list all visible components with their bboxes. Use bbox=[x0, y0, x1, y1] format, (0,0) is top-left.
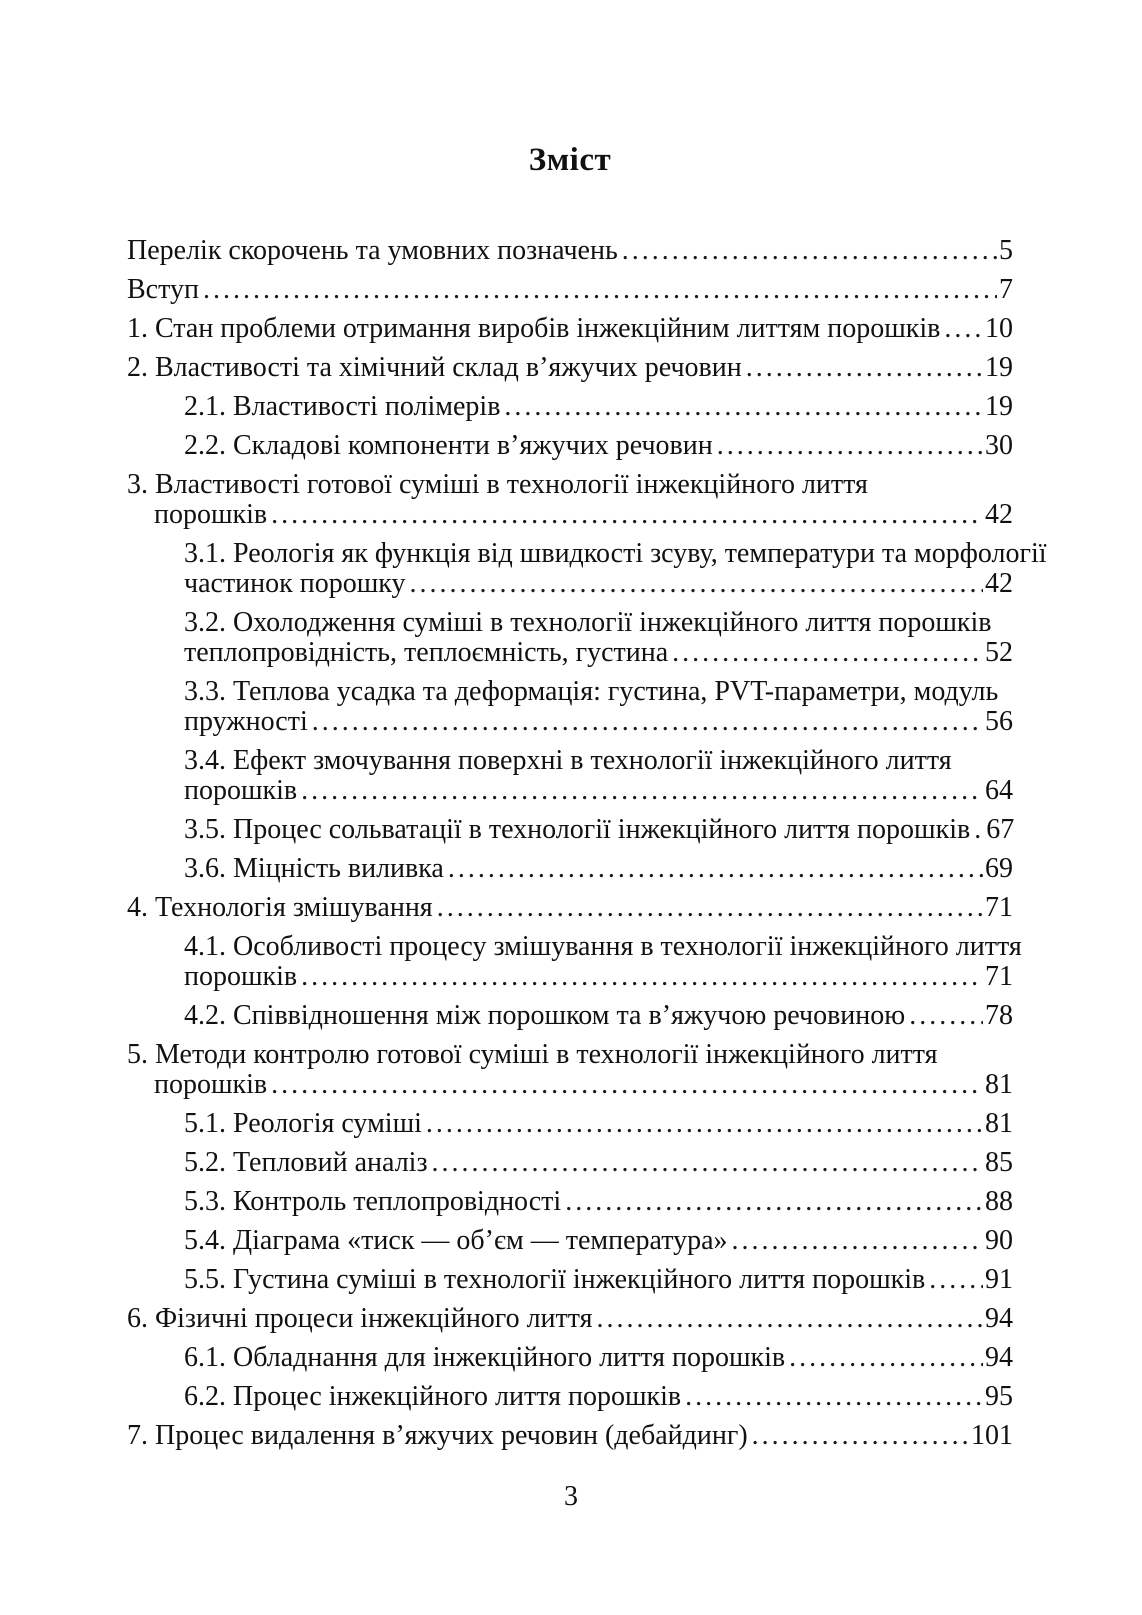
toc-entry-text: 1. Стан проблеми отримання виробів інжекційним литтям порошків bbox=[127, 313, 941, 344]
toc-entry-line bbox=[127, 854, 1013, 884]
toc-entry bbox=[127, 1040, 1013, 1100]
toc-page-number: 52 bbox=[985, 637, 1013, 668]
dot-leader bbox=[199, 275, 997, 305]
toc-entry bbox=[127, 815, 1013, 845]
toc-entry-line bbox=[127, 746, 1013, 776]
toc-page-number: 19 bbox=[985, 391, 1013, 422]
toc-entry-line bbox=[127, 236, 1013, 266]
toc-entry-line bbox=[127, 931, 1022, 962]
toc-entry bbox=[127, 677, 1013, 737]
toc-entry-line bbox=[127, 1070, 1013, 1100]
toc-entry-line bbox=[127, 707, 1013, 737]
toc-page-number: 71 bbox=[985, 892, 1013, 923]
dot-leader bbox=[500, 392, 983, 422]
toc-page-number: 5 bbox=[999, 235, 1013, 266]
toc-entry-text: 5.5. Густина суміші в технології інжекційного лиття порошків bbox=[184, 1264, 926, 1295]
toc-page-number: 95 bbox=[985, 1381, 1013, 1412]
toc-entry-line bbox=[127, 1382, 1013, 1412]
toc-entry-line bbox=[127, 677, 1013, 707]
toc-entry-text: 4. Технологія змішування bbox=[127, 892, 433, 923]
toc-entry-line bbox=[127, 392, 1013, 422]
toc-entry-line bbox=[127, 1265, 1013, 1295]
toc-entry-line bbox=[127, 538, 1047, 569]
toc-entry bbox=[127, 854, 1013, 884]
dot-leader bbox=[422, 1109, 983, 1139]
toc-entry-text: 2. Властивості та хімічний склад в’яжучих речовин bbox=[127, 352, 742, 383]
toc-entry bbox=[127, 470, 1013, 530]
toc-entry bbox=[127, 1148, 1013, 1178]
toc-entry-text: 2.1. Властивості полімерів bbox=[184, 391, 501, 422]
toc-entry-line bbox=[127, 500, 1013, 530]
dot-leader bbox=[444, 854, 983, 884]
toc-page-number: 81 bbox=[985, 1069, 1013, 1100]
toc-entry-text: 5.4. Діаграма «тиск — об’єм — температура» bbox=[184, 1225, 728, 1256]
toc-entry-text: пружності bbox=[184, 706, 308, 737]
toc-entry-text: 4.2. Співвідношення між порошком та в’яжучою речовиною bbox=[184, 1000, 906, 1031]
toc-entry-line bbox=[127, 569, 1013, 599]
toc-entry-text: 3. Властивості готової суміші в технології інжекційного лиття bbox=[127, 469, 868, 500]
toc-page-number: 85 bbox=[985, 1147, 1013, 1178]
toc-entry-text: 5.3. Контроль теплопровідності bbox=[184, 1186, 562, 1217]
toc-entry bbox=[127, 746, 1013, 806]
toc-entry bbox=[127, 1265, 1013, 1295]
toc-entry bbox=[127, 931, 1022, 992]
toc-entry-text: 6. Фізичні процеси інжекційного лиття bbox=[127, 1303, 593, 1334]
toc-entry bbox=[127, 392, 1013, 422]
toc-entry-text: частинок порошку bbox=[184, 568, 406, 599]
toc-entry-text: 3.3. Теплова усадка та деформація: густина, PVT-параметри, модуль bbox=[184, 676, 999, 707]
toc-entry-text: Вступ bbox=[127, 274, 199, 305]
toc-entry-text: порошків bbox=[154, 499, 268, 530]
toc-page-number: 94 bbox=[985, 1303, 1013, 1334]
toc-entry-line bbox=[127, 962, 1013, 992]
toc-page-number: 101 bbox=[971, 1420, 1013, 1451]
dot-leader bbox=[406, 569, 984, 599]
dot-leader bbox=[713, 431, 983, 461]
toc-page-number: 90 bbox=[985, 1225, 1013, 1256]
dot-leader bbox=[267, 1070, 983, 1100]
toc-page-number: 30 bbox=[985, 430, 1013, 461]
toc-entry-text: 2.2. Складові компоненти в’яжучих речовин bbox=[184, 430, 713, 461]
toc-entry-text: теплопровідність, теплоємність, густина bbox=[184, 637, 669, 668]
dot-leader bbox=[742, 353, 983, 383]
dot-leader bbox=[433, 893, 983, 923]
toc-entry-text: 6.1. Обладнання для інжекційного лиття порошків bbox=[184, 1342, 786, 1373]
toc-entry-line bbox=[127, 1421, 1013, 1451]
toc-entry-line bbox=[127, 1001, 1013, 1031]
dot-leader bbox=[785, 1343, 983, 1373]
toc-entry bbox=[127, 1001, 1013, 1031]
toc-entry-text: 5. Методи контролю готової суміші в технології інжекційного лиття bbox=[127, 1039, 938, 1070]
toc-entry-line bbox=[127, 314, 1013, 344]
toc-entry bbox=[127, 1343, 1013, 1373]
footer-page-number: 3 bbox=[564, 1481, 578, 1512]
toc-page-number: 42 bbox=[985, 568, 1013, 599]
toc-entry-line bbox=[127, 1343, 1013, 1373]
toc-page-number: 10 bbox=[985, 313, 1013, 344]
toc-entry-line bbox=[127, 1226, 1013, 1256]
toc-entry-text: 3.4. Ефект змочування поверхні в технології інжекційного лиття bbox=[184, 745, 952, 776]
toc-entry bbox=[127, 538, 1047, 599]
dot-leader bbox=[428, 1148, 983, 1178]
toc-entry-text: 5.2. Тепловий аналіз bbox=[184, 1147, 428, 1178]
toc-entry-line bbox=[127, 1040, 1013, 1070]
dot-leader bbox=[308, 707, 983, 737]
toc-entry-text: 4.1. Особливості процесу змішування в технології інжекційного лиття bbox=[184, 931, 1022, 962]
toc-entry bbox=[127, 275, 1013, 305]
toc-entry-line bbox=[127, 470, 1013, 500]
toc-entry bbox=[127, 1226, 1013, 1256]
toc-entry-text: 6.2. Процес інжекційного лиття порошків bbox=[184, 1381, 682, 1412]
toc-page-number: 42 bbox=[985, 499, 1013, 530]
toc-entry-line bbox=[127, 608, 1013, 638]
toc-entry-line bbox=[127, 353, 1013, 383]
toc-entry-line bbox=[127, 815, 1013, 845]
toc-page-number: 64 bbox=[985, 775, 1013, 806]
toc-entry-text: 3.6. Міцність виливка bbox=[184, 853, 444, 884]
dot-leader bbox=[561, 1187, 983, 1217]
table-of-contents bbox=[127, 235, 1047, 1451]
toc-entry-text: 3.1. Реологія як функція від швидкості зсуву, температури та морфології bbox=[184, 538, 1047, 569]
toc-entry bbox=[127, 1382, 1013, 1412]
toc-entry-line bbox=[127, 776, 1013, 806]
toc-page-number: 71 bbox=[985, 961, 1013, 992]
toc-entry bbox=[127, 1109, 1013, 1139]
toc-entry-text: 3.2. Охолодження суміші в технології інжекційного лиття порошків bbox=[184, 607, 992, 638]
dot-leader bbox=[297, 962, 983, 992]
dot-leader bbox=[618, 236, 997, 266]
toc-entry-text: 3.5. Процес сольватації в технології інжекційного лиття порошків bbox=[184, 814, 971, 845]
page-title: Зміст bbox=[528, 142, 612, 178]
toc-page-number: 88 bbox=[985, 1186, 1013, 1217]
toc-entry bbox=[127, 608, 1013, 668]
dot-leader bbox=[267, 500, 983, 530]
toc-entry bbox=[127, 1421, 1013, 1451]
toc-page-number: 81 bbox=[985, 1108, 1013, 1139]
dot-leader bbox=[748, 1421, 969, 1451]
toc-entry-line bbox=[127, 893, 1013, 923]
toc-entry-line bbox=[127, 431, 1013, 461]
toc-page-number: 67 bbox=[986, 814, 1015, 845]
toc-entry bbox=[127, 431, 1013, 461]
toc-entry bbox=[127, 1187, 1013, 1217]
toc-entry-line bbox=[127, 1304, 1013, 1334]
toc-entry-text: порошків bbox=[184, 775, 298, 806]
toc-page-number: 94 bbox=[985, 1342, 1013, 1373]
toc-page-number: 7 bbox=[999, 274, 1013, 305]
toc-entry-text: Перелік скорочень та умовних позначень bbox=[127, 235, 618, 266]
toc-entry-line bbox=[127, 275, 1013, 305]
toc-entry bbox=[127, 236, 1013, 266]
toc-page-number: 19 bbox=[985, 352, 1013, 383]
toc-entry-text: порошків bbox=[154, 1069, 268, 1100]
toc-entry-text: 7. Процес видалення в’яжучих речовин (дебайдинг) bbox=[127, 1420, 748, 1451]
dot-leader bbox=[728, 1226, 983, 1256]
dot-leader bbox=[668, 638, 983, 668]
toc-entry bbox=[127, 314, 1013, 344]
toc-page-number: 91 bbox=[985, 1264, 1013, 1295]
toc-page-number: 56 bbox=[985, 706, 1013, 737]
toc-entry-line bbox=[127, 1187, 1013, 1217]
dot-leader bbox=[940, 314, 983, 344]
toc-entry-text: 5.1. Реологія суміші bbox=[184, 1108, 422, 1139]
page-content bbox=[127, 0, 1047, 1451]
dot-leader bbox=[297, 776, 983, 806]
toc-page-number: 78 bbox=[985, 1000, 1013, 1031]
dot-leader bbox=[593, 1304, 983, 1334]
toc-entry bbox=[127, 353, 1013, 383]
toc-entry-line bbox=[127, 638, 1013, 668]
toc-entry-text: порошків bbox=[184, 961, 298, 992]
dot-leader bbox=[905, 1001, 983, 1031]
dot-leader bbox=[681, 1382, 983, 1412]
dot-leader bbox=[925, 1265, 983, 1295]
toc-page-number: 69 bbox=[985, 853, 1013, 884]
toc-entry bbox=[127, 893, 1013, 923]
toc-entry-line bbox=[127, 1109, 1013, 1139]
dot-leader bbox=[970, 815, 984, 845]
toc-entry-line bbox=[127, 1148, 1013, 1178]
toc-entry bbox=[127, 1304, 1013, 1334]
